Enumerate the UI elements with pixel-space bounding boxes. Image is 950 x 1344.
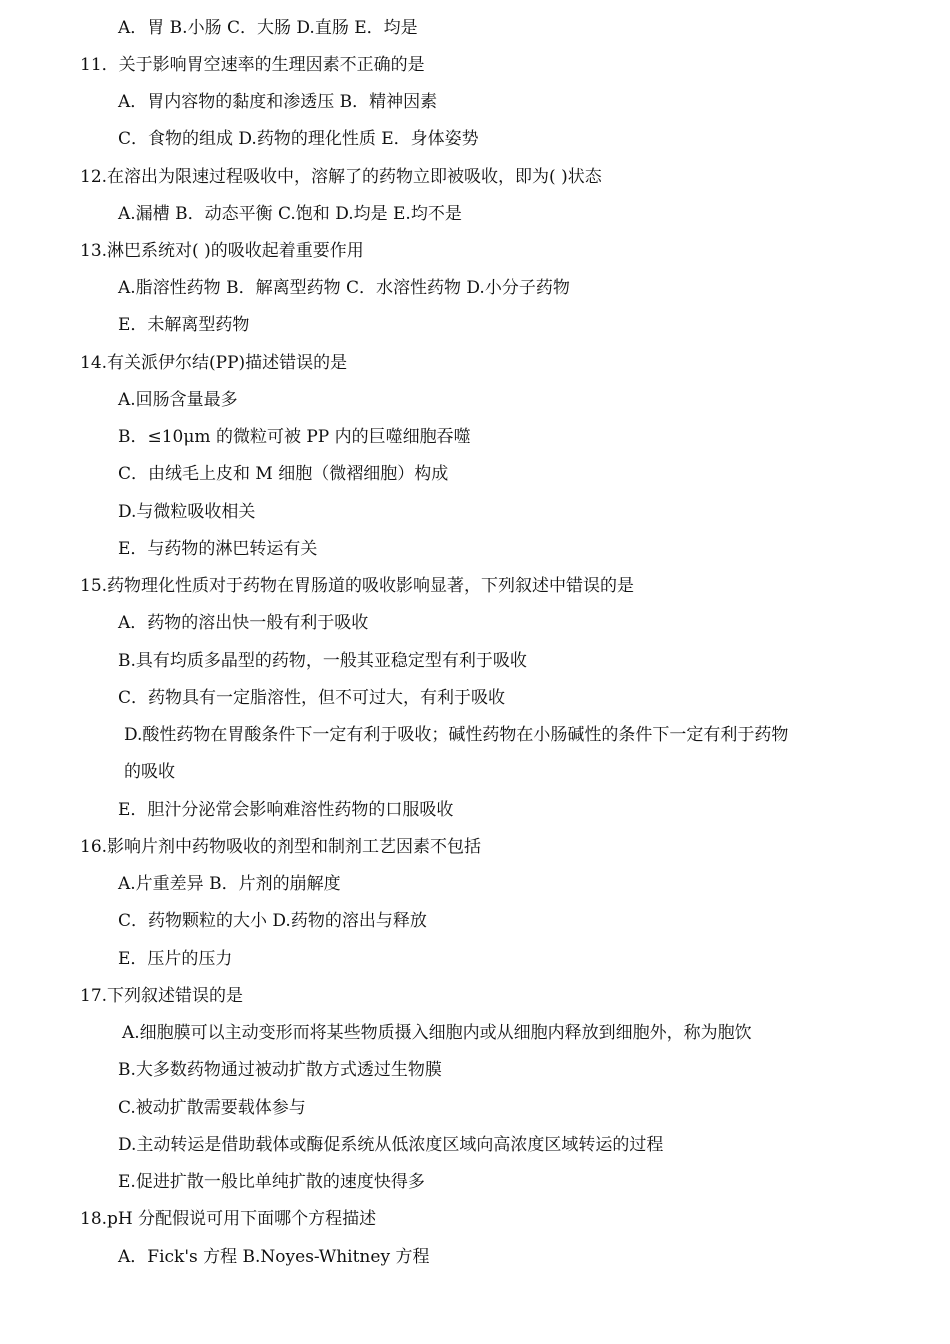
option-line: C．由绒毛上皮和 M 细胞（微褶细胞）构成 [118, 464, 449, 484]
option-line: E．胆汁分泌常会影响难溶性药物的口服吸收 [118, 800, 454, 820]
question-line: 11．关于影响胃空速率的生理因素不正确的是 [80, 55, 425, 75]
option-line: B.大多数药物通过被动扩散方式透过生物膜 [118, 1060, 442, 1080]
option-line: B.具有均质多晶型的药物，一般其亚稳定型有利于吸收 [118, 651, 527, 671]
option-line: D.酸性药物在胃酸条件下一定有利于吸收；碱性药物在小肠碱性的条件下一定有利于药物 [124, 725, 789, 745]
option-line: E．与药物的淋巴转运有关 [118, 539, 318, 559]
option-line: A.细胞膜可以主动变形而将某些物质摄入细胞内或从细胞内释放到细胞外，称为胞饮 [122, 1023, 752, 1043]
option-line: E.促进扩散一般比单纯扩散的速度快得多 [118, 1172, 425, 1192]
option-line: D.与微粒吸收相关 [118, 502, 256, 522]
question-line: 13.淋巴系统对( )的吸收起着重要作用 [80, 241, 364, 261]
question-line: 18.pH 分配假说可用下面哪个方程描述 [80, 1209, 377, 1229]
option-line: C．食物的组成 D.药物的理化性质 E．身体姿势 [118, 129, 479, 149]
question-line: 15.药物理化性质对于药物在胃肠道的吸收影响显著，下列叙述中错误的是 [80, 576, 635, 596]
option-line: E．未解离型药物 [118, 315, 250, 335]
option-line: C．药物颗粒的大小 D.药物的溶出与释放 [118, 911, 427, 931]
option-line: A.回肠含量最多 [118, 390, 238, 410]
option-line: E．压片的压力 [118, 949, 233, 969]
question-line: 12.在溶出为限速过程吸收中，溶解了的药物立即被吸收，即为( )状态 [80, 167, 602, 187]
question-line: 14.有关派伊尔结(PP)描述错误的是 [80, 353, 348, 373]
option-line: C．药物具有一定脂溶性，但不可过大，有利于吸收 [118, 688, 506, 708]
option-line: A．胃 B.小肠 C．大肠 D.直肠 E．均是 [118, 18, 418, 38]
option-line: B．≤10μm 的微粒可被 PP 内的巨噬细胞吞噬 [118, 427, 471, 447]
option-line: A.片重差异 B．片剂的崩解度 [118, 874, 341, 894]
option-line: A．Fick's 方程 B.Noyes-Whitney 方程 [118, 1247, 430, 1267]
question-line: 17.下列叙述错误的是 [80, 986, 244, 1006]
option-line: A.脂溶性药物 B．解离型药物 C．水溶性药物 D.小分子药物 [118, 278, 570, 298]
option-line: C.被动扩散需要载体参与 [118, 1098, 306, 1118]
option-line: 的吸收 [124, 762, 175, 782]
option-line: A．药物的溶出快一般有利于吸收 [118, 613, 369, 633]
option-line: D.主动转运是借助载体或酶促系统从低浓度区域向高浓度区域转运的过程 [118, 1135, 664, 1155]
question-line: 16.影响片剂中药物吸收的剂型和制剂工艺因素不包括 [80, 837, 482, 857]
option-line: A．胃内容物的黏度和渗透压 B．精神因素 [118, 92, 438, 112]
option-line: A.漏槽 B．动态平衡 C.饱和 D.均是 E.均不是 [118, 204, 462, 224]
